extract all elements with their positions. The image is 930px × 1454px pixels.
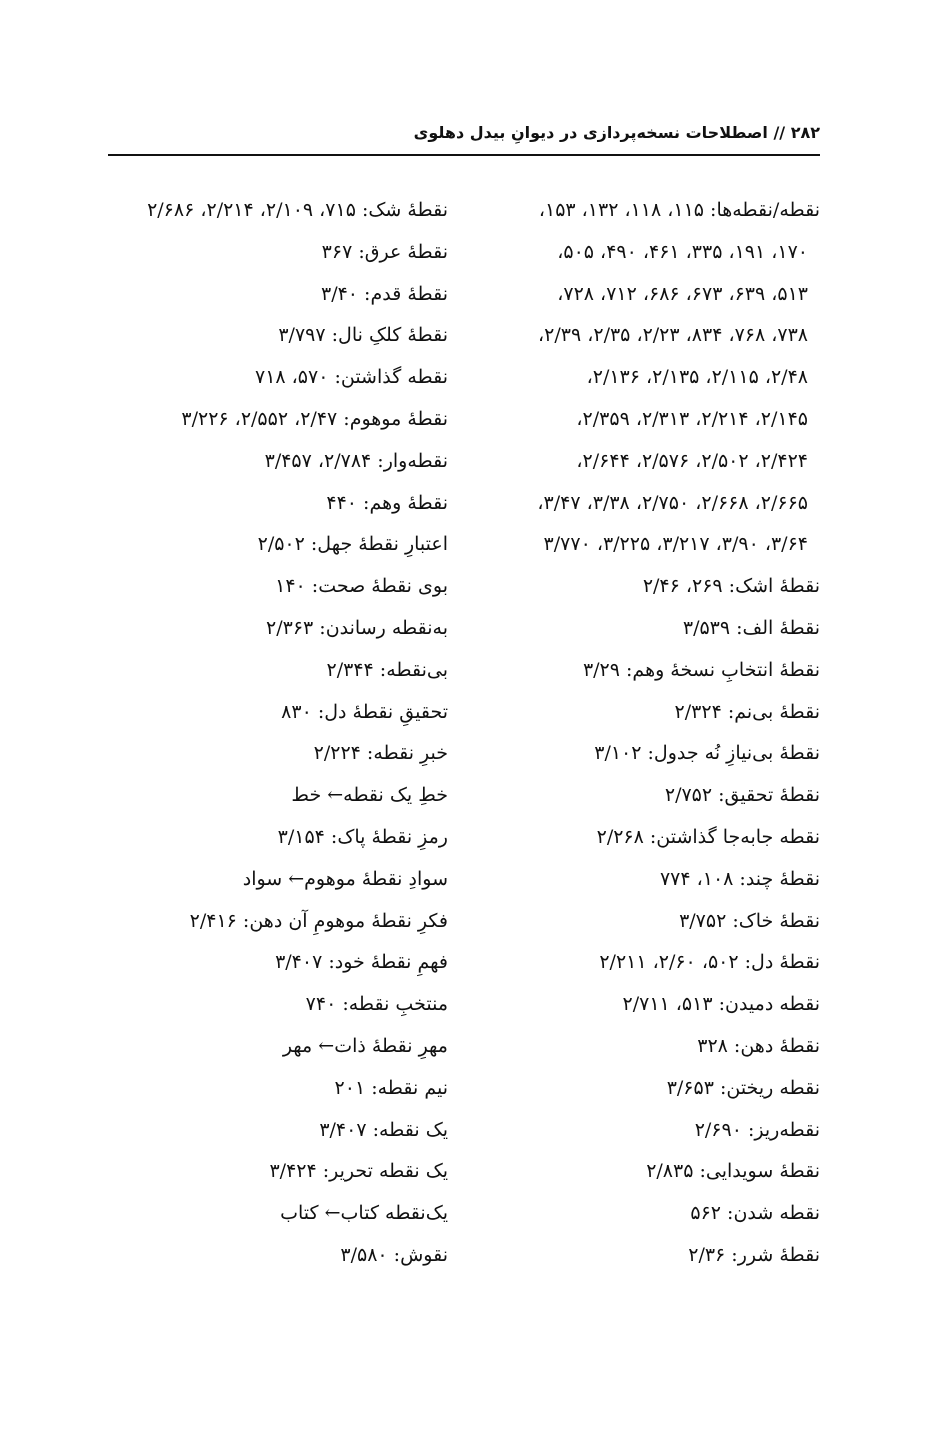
index-entry: خطِ یک نقطه← خط: [291, 784, 448, 807]
index-entry-continuation: ۷۳۸، ۷۶۸، ۸۳۴، ۲/۲۳، ۲/۳۵، ۲/۳۹،: [538, 324, 808, 347]
index-entry: نقطه‌ریز: ۲/۶۹۰: [694, 1118, 820, 1141]
index-entry: سوادِ نقطهٔ موهوم← سواد: [242, 867, 448, 890]
index-entry: نقطه دمیدن: ۵۱۳، ۲/۷۱۱: [622, 993, 820, 1016]
header-rule: [108, 154, 820, 156]
index-entry: نقطهٔ شرر: ۲/۳۶: [688, 1243, 820, 1266]
index-entry-continuation: ۵۱۳، ۶۳۹، ۶۷۳، ۶۸۶، ۷۱۲، ۷۲۸،: [557, 282, 808, 305]
index-entry: نقطهٔ خاک: ۳/۷۵۲: [679, 909, 820, 932]
index-entry: فهمِ نقطهٔ خود: ۳/۴۰۷: [275, 951, 448, 974]
index-entry: بی‌نقطه: ۲/۳۴۴: [326, 658, 448, 681]
index-entry: فکرِ نقطهٔ موهومِ آن دهن: ۲/۴۱۶: [189, 909, 448, 932]
index-entry: یک نقطه: ۳/۴۰۷: [319, 1118, 448, 1141]
index-entry: نقطه جابه‌جا گذاشتن: ۲/۲۶۸: [596, 825, 820, 848]
index-entry: نقطهٔ سویدایی: ۲/۸۳۵: [646, 1160, 820, 1183]
index-entry: نقطهٔ دهن: ۳۲۸: [697, 1034, 820, 1057]
index-entry: نقطهٔ انتخابِ نسخهٔ وهم: ۳/۲۹: [582, 658, 820, 681]
running-header: ۲۸۲ // اصطلاحات نسخه‌پردازی در دیوانِ بیدل دهلوی: [413, 123, 820, 142]
index-entry: نقطهٔ شک: ۷۱۵، ۲/۱۰۹، ۲/۲۱۴، ۲/۶۸۶: [147, 199, 448, 221]
index-entry: مهرِ نقطهٔ ذات← مهر: [282, 1034, 448, 1057]
index-entry-continuation: ۳/۶۴، ۳/۹۰، ۳/۲۱۷، ۳/۲۲۵، ۳/۷۷۰: [543, 533, 808, 556]
index-entry: نقطه ریختن: ۳/۶۵۳: [666, 1076, 820, 1099]
index-entry: نقطهٔ بی‌نم: ۲/۳۲۴: [674, 700, 820, 723]
index-entry-continuation: ۲/۴۸، ۲/۱۱۵، ۲/۱۳۵، ۲/۱۳۶،: [586, 366, 808, 389]
index-entry-continuation: ۲/۱۴۵، ۲/۲۱۴، ۲/۳۱۳، ۲/۳۵۹،: [576, 407, 808, 430]
index-entry: منتخبِ نقطه: ۷۴۰: [305, 993, 448, 1016]
index-entry: نقطهٔ تحقیق: ۲/۷۵۲: [664, 784, 820, 807]
index-entry: نقطهٔ چند: ۱۰۸، ۷۷۴: [659, 867, 820, 890]
index-entry: نیم نقطه: ۲۰۱: [334, 1076, 448, 1099]
index-entry: نقطهٔ اشک: ۲۶۹، ۲/۴۶: [642, 575, 820, 598]
index-entry: نقطهٔ وهم: ۴۴۰: [326, 491, 448, 514]
index-entry: نقوش: ۳/۵۸۰: [340, 1243, 448, 1266]
index-entry: خبرِ نقطه: ۲/۲۲۴: [313, 742, 448, 765]
index-entry-continuation: ۲/۴۲۴، ۲/۵۰۲، ۲/۵۷۶، ۲/۶۴۴،: [576, 449, 808, 472]
index-entry: تحقیقِ نقطهٔ دل: ۸۳۰: [281, 700, 448, 723]
index-entry: نقطهٔ موهوم: ۲/۴۷، ۲/۵۵۲، ۳/۲۲۶: [181, 407, 448, 430]
index-entry: اعتبارِ نقطهٔ جهل: ۲/۵۰۲: [257, 533, 448, 556]
index-entry: به‌نقطه رساندن: ۲/۳۶۳: [266, 616, 448, 639]
index-entry: رمزِ نقطهٔ پاک: ۳/۱۵۴: [277, 825, 448, 848]
index-entry: نقطه شدن: ۵۶۲: [690, 1202, 820, 1225]
index-entry: نقطهٔ دل: ۵۰۲، ۲/۶۰، ۲/۲۱۱: [599, 951, 820, 974]
index-entry: بوی نقطهٔ صحت: ۱۴۰: [275, 575, 448, 598]
index-entry: نقطه/نقطه‌ها: ۱۱۵، ۱۱۸، ۱۳۲، ۱۵۳،: [538, 199, 820, 221]
index-entry: نقطهٔ بی‌نیازِ نُه جدول: ۳/۱۰۲: [594, 742, 820, 765]
index-entry: نقطه گذاشتن: ۵۷۰، ۷۱۸: [255, 366, 448, 389]
index-entry: یک‌نقطه کتاب← کتاب: [280, 1202, 448, 1225]
index-entry: نقطه‌وار: ۲/۷۸۴، ۳/۴۵۷: [264, 449, 448, 472]
index-entry: نقطهٔ الف: ۳/۵۳۹: [682, 616, 820, 639]
index-column-right: [480, 190, 820, 1277]
index-entry: نقطهٔ کلکِ نال: ۳/۷۹۷: [278, 324, 448, 347]
index-entry-continuation: ۱۷۰، ۱۹۱، ۳۳۵، ۴۶۱، ۴۹۰، ۵۰۵،: [557, 240, 808, 263]
index-entry-continuation: ۲/۶۶۵، ۲/۶۶۸، ۲/۷۵۰، ۳/۳۸، ۳/۴۷،: [537, 491, 808, 514]
index-column-left: [100, 190, 448, 1277]
index-entry: نقطهٔ قدم: ۳/۴۰: [320, 282, 448, 305]
index-entry: نقطهٔ عرق: ۳۶۷: [321, 240, 448, 263]
index-entry: یک نقطه تحریر: ۳/۴۲۴: [269, 1160, 448, 1183]
